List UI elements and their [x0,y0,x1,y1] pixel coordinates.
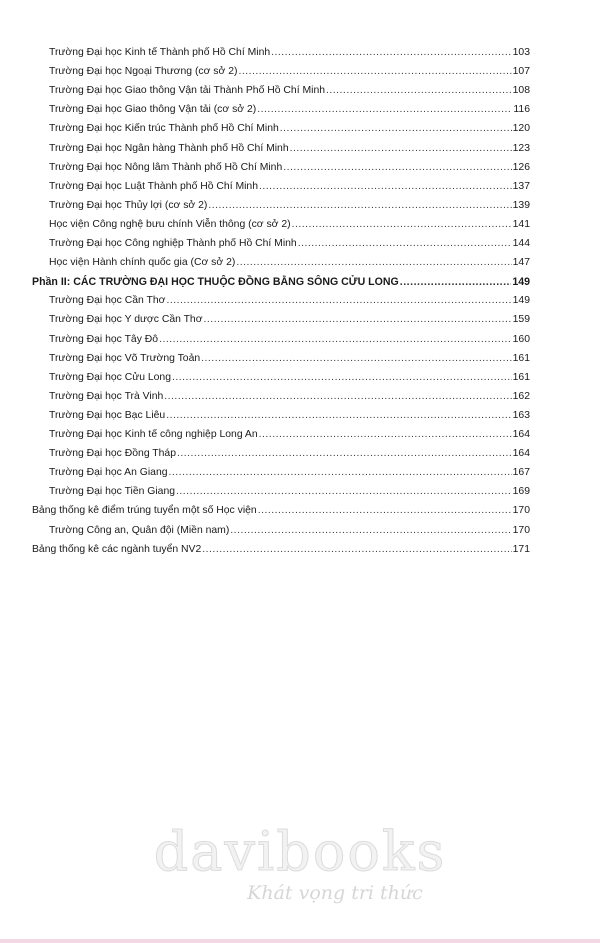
toc-entry [49,65,530,79]
toc-leader-dots [166,409,511,423]
toc-entry [49,256,530,270]
toc-leader-dots [202,543,511,557]
toc-leader-dots [159,333,512,347]
toc-entry-label: Trường Đại học Kinh tế Thành phố Hồ Chí Minh [49,47,271,58]
toc-entry [49,371,530,385]
toc-entry [49,447,530,461]
toc-page-number: 126 [512,161,530,173]
toc-entry [49,46,530,60]
toc-page-number: 162 [512,390,530,402]
toc-entry-label: Học viện Hành chính quốc gia (Cơ sở 2) [49,257,236,269]
toc-entry [49,428,530,442]
toc-page-number: 159 [512,314,530,326]
toc-entry-label: Trường Đại học Y dược Cần Thơ [49,314,203,326]
toc-page-number: 103 [512,47,530,58]
toc-leader-dots [290,142,512,156]
toc-entry [49,180,530,194]
toc-entry [49,524,530,538]
toc-entry [49,333,530,347]
toc-entry-label: Trường Đại học Đồng Tháp [49,448,176,460]
toc-page-number: 160 [512,333,530,345]
toc-leader-dots [236,256,511,270]
toc-leader-dots [238,65,511,79]
toc-entry-label: Trường Đại học Luật Thành phố Hồ Chí Minh [49,180,258,192]
toc-leader-dots [271,46,512,60]
toc-page-number: 164 [512,429,530,440]
toc-leader-dots [164,390,511,404]
page-bottom-edge [0,939,600,943]
toc-leader-dots [208,199,511,213]
toc-entry [49,103,530,117]
toc-entry [49,409,530,423]
toc-leader-dots [292,218,512,232]
toc-section-entry [32,543,530,557]
toc-entry [49,237,530,251]
toc-entry-label: Trường Đại học Giao thông Vận tải Thành Phố Hồ Chí Minh [49,85,325,97]
toc-page-number: 123 [512,142,530,154]
toc-page-number: 141 [512,218,530,230]
toc-leader-dots [283,161,511,175]
toc-entry-label: Trường Đại học Tây Đô [49,333,159,345]
watermark-title: davibooks [153,820,447,883]
toc-leader-dots [169,466,512,480]
toc-leader-dots [204,313,512,327]
toc-entry [49,390,530,404]
toc-page-number: 163 [512,409,530,421]
toc-entry-label: Trường Đại học Cửu Long [49,371,171,383]
toc-page-number: 170 [512,505,530,517]
toc-page-number: 116 [513,104,530,116]
toc-entry-label: Trường Đại học Ngoại Thương (cơ sở 2) [49,66,238,78]
toc-page-number: 139 [512,199,530,211]
toc-entry-label: Bảng thống kê các ngành tuyển NV2 [32,543,202,555]
toc-leader-dots [230,524,511,538]
toc-leader-dots [172,371,512,385]
toc-entry-label: Trường Đại học Công nghiệp Thành phố Hồ Chí Minh [49,238,297,249]
toc-entry [49,218,530,232]
toc-page-number: 161 [512,371,530,383]
toc-page-number: 171 [512,543,530,555]
toc-page-number: 108 [512,85,530,97]
toc-page-number: 120 [512,123,530,135]
toc-page-number: 149 [512,295,530,307]
toc-entry [49,199,530,213]
toc-entry-label: Trường Đại học Kinh tế công nghiệp Long An [49,429,258,440]
toc-page-number: 147 [512,257,530,269]
watermark-subtitle: Khát vọng tri thức [247,882,423,904]
toc-entry-label: Trường Đại học Nông lâm Thành phố Hồ Chí Minh [49,161,283,173]
toc-entry-label: Trường Đại học Giao thông Vận tải (cơ sở 2) [49,104,257,116]
toc-page-number: 144 [512,238,530,249]
toc-page-number: 164 [512,448,530,460]
toc-entry [49,161,530,175]
toc-entry-label: Trường Đại học An Giang [49,467,168,479]
toc-leader-dots [176,485,512,499]
toc-page-number: 161 [512,352,530,364]
watermark [0,822,600,904]
toc-section-entry [32,275,530,289]
toc-leader-dots [326,84,512,98]
toc-entry-label: Phần II: CÁC TRƯỜNG ĐẠI HỌC THUỘC ĐỒNG BẰNG SÔNG CỬU LONG [32,276,399,289]
toc-entry [49,122,530,136]
toc-entry-label: Bảng thống kê điểm trúng tuyển một số Học viện [32,505,257,517]
toc-entry [49,294,530,308]
toc-entry [49,352,530,366]
toc-leader-dots [280,122,512,136]
toc-entry-label: Trường Đại học Tiền Giang [49,486,176,498]
toc-entry-label: Trường Đại học Kiến trúc Thành phố Hồ Chí Minh [49,123,279,135]
toc-entry [49,142,530,156]
toc-leader-dots [259,180,512,194]
toc-entry-label: Trường Đại học Cần Thơ [49,295,166,307]
toc-page-number: 169 [512,486,530,498]
toc-leader-dots [201,352,512,366]
toc-entry [49,84,530,98]
toc-entry [49,466,530,480]
toc-leader-dots [257,103,512,117]
toc-entry [49,485,530,499]
toc-page-number: 170 [512,524,530,536]
toc-leader-dots [177,447,512,461]
toc-page-number: 167 [512,467,530,479]
toc-page-number: 137 [512,180,530,192]
toc-leader-dots [258,504,512,518]
toc-entry-label: Trường Đại học Trà Vinh [49,390,164,402]
toc-page-number: 149 [512,276,530,289]
toc-entry-label: Trường Đại học Thủy lợi (cơ sở 2) [49,199,208,211]
toc-entry-label: Học viện Công nghệ bưu chính Viễn thông (cơ sở 2) [49,218,291,230]
toc-entry-label: Trường Đại học Ngân hàng Thành phố Hồ Chí Minh [49,142,289,154]
toc-entry-label: Trường Đại học Võ Trường Toản [49,352,201,364]
toc-leader-dots [400,275,512,289]
toc-leader-dots [166,294,511,308]
toc-entry [49,313,530,327]
toc-page-number: 107 [512,66,530,78]
toc-leader-dots [259,428,512,442]
toc-leader-dots [298,237,512,251]
toc-section-entry [32,504,530,518]
toc-entry-label: Trường Công an, Quân đội (Miền nam) [49,524,230,536]
toc-entry-label: Trường Đại học Bạc Liêu [49,409,166,421]
